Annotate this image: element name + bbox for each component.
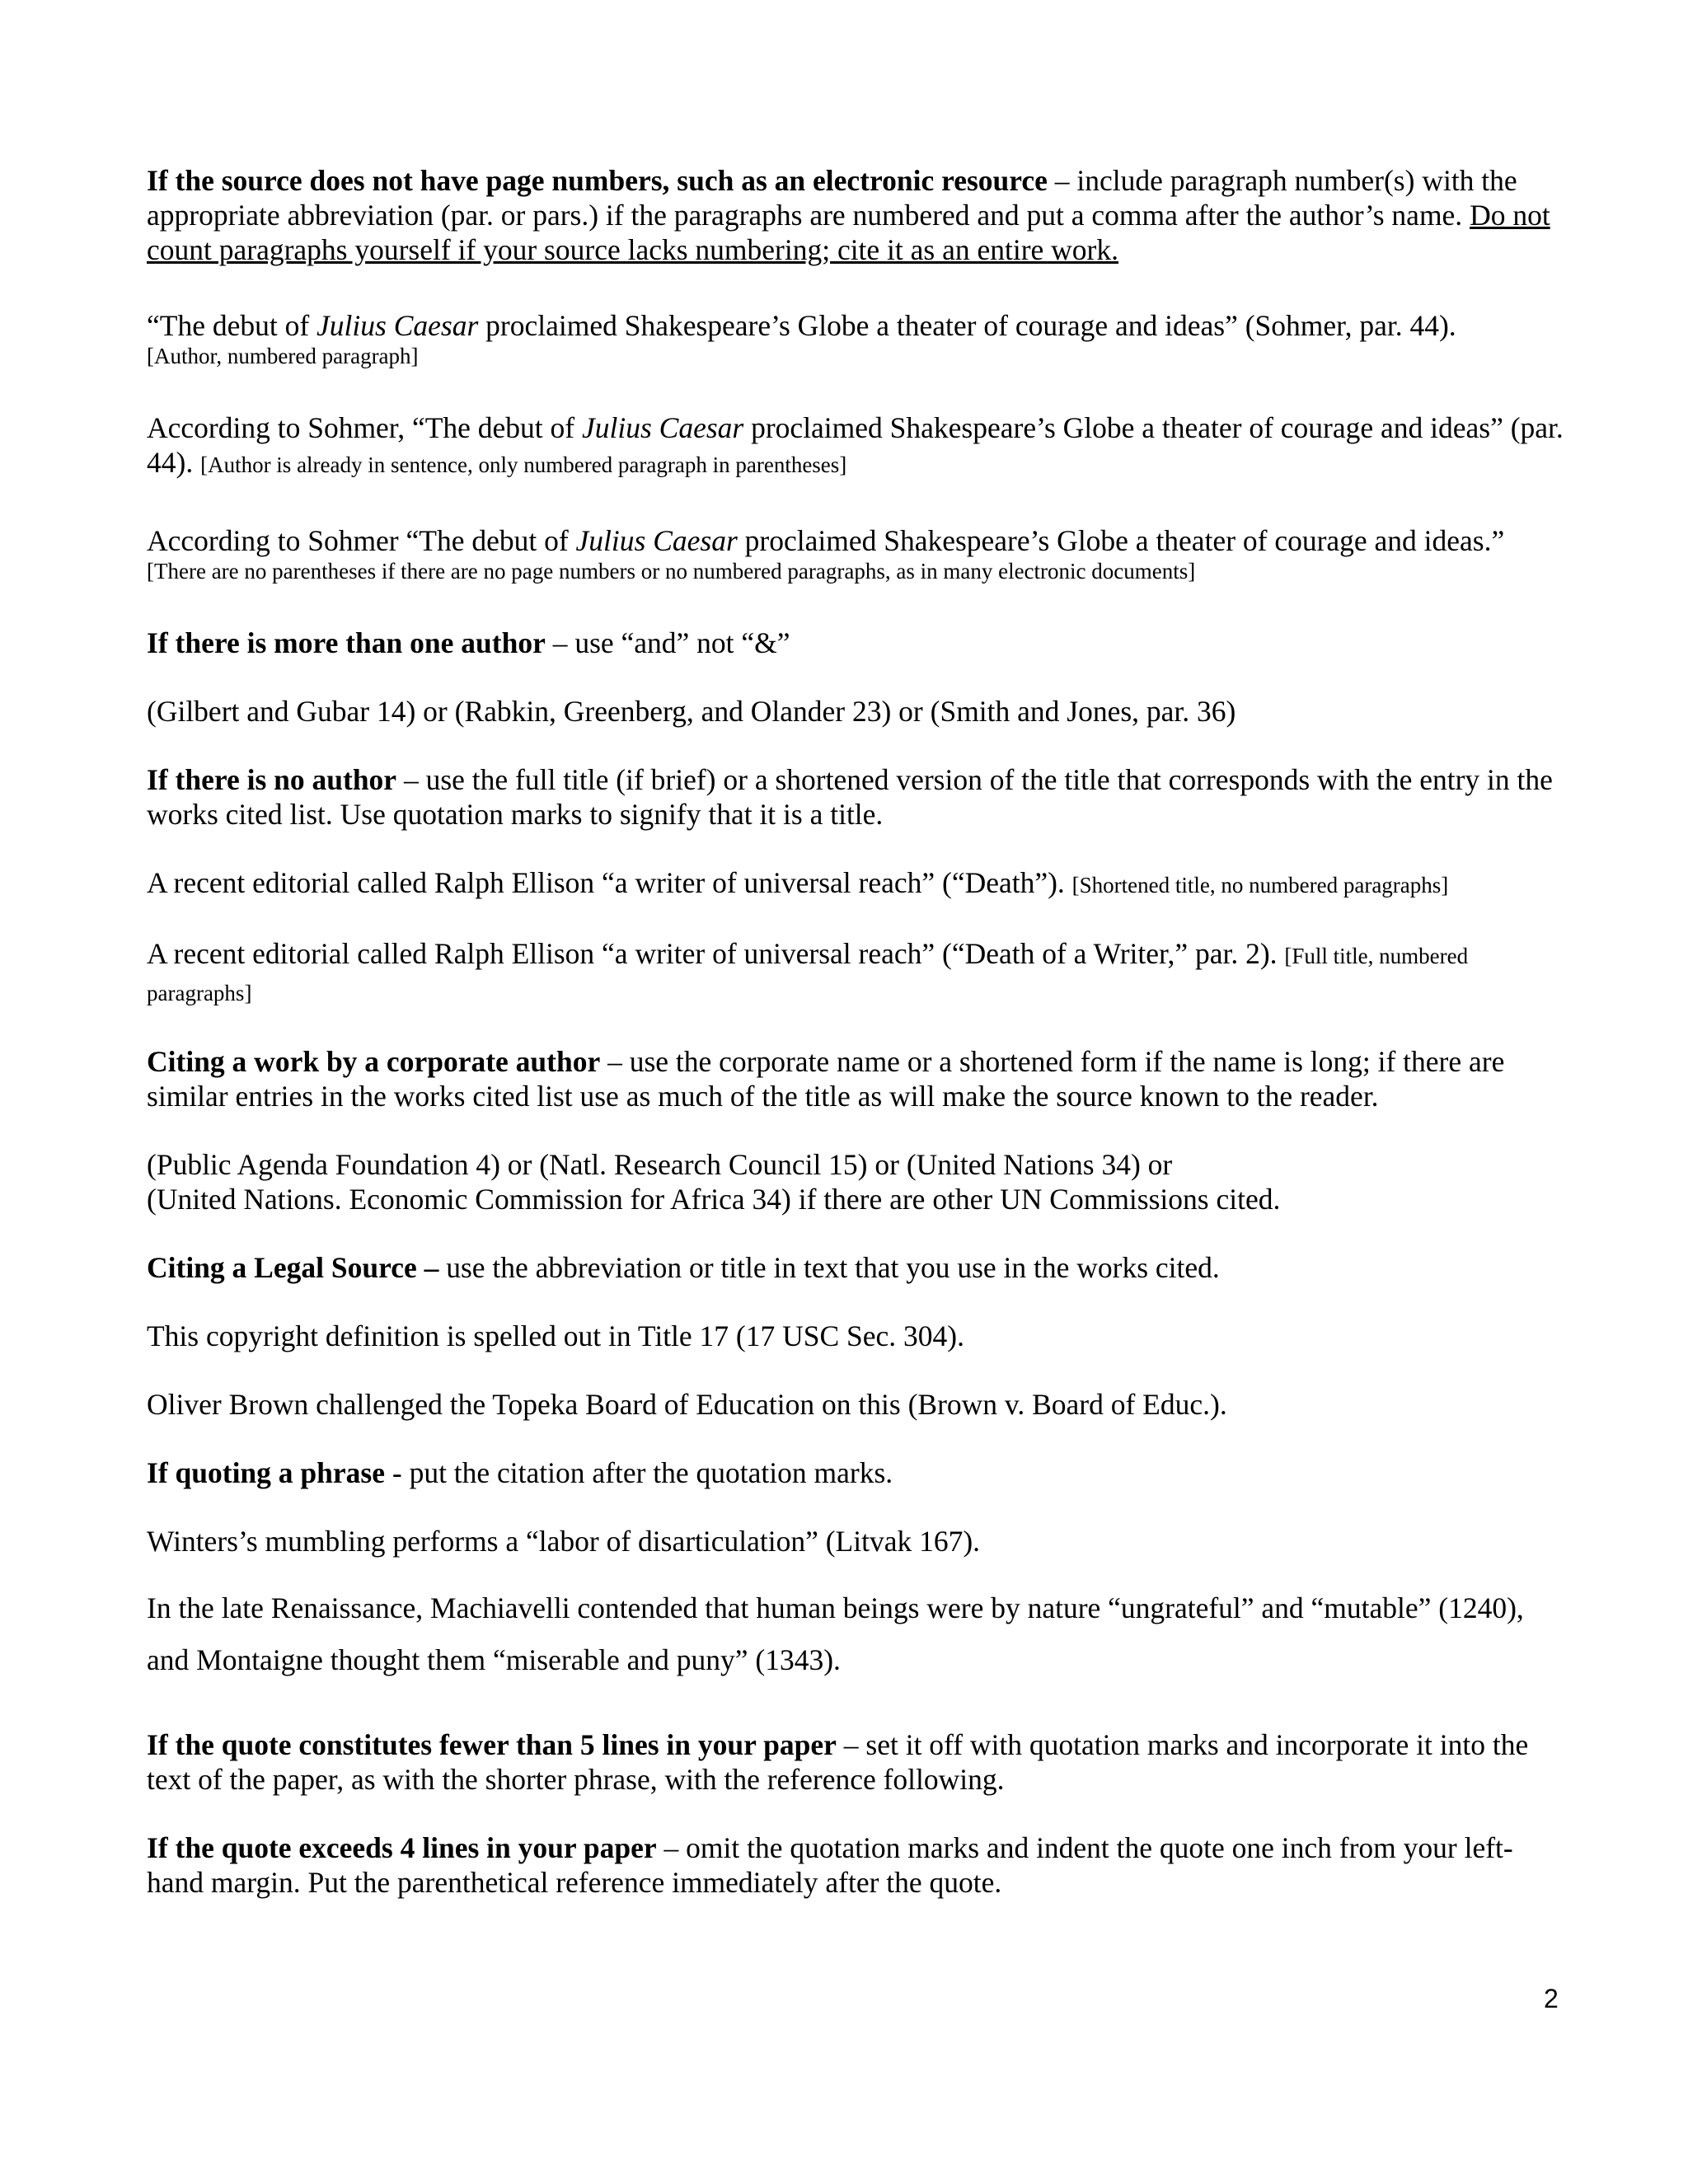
example-note: [Author, numbered paragraph]	[147, 344, 419, 368]
example-text: A recent editorial called Ralph Ellison “a writer of universal reach” (“Death of a Writer,” par. 2).	[147, 937, 1285, 970]
no-author-example-full	[147, 936, 1564, 1010]
legal-example-1: This copyright definition is spelled out in Title 17 (17 USC Sec. 304).	[147, 1319, 965, 1352]
rule-text: – use “and” not “&”	[545, 626, 790, 659]
exceeds-lines-rule	[147, 1830, 1564, 1900]
example-text: “The debut of	[147, 309, 317, 342]
rule-heading: Citing a work by a corporate author	[147, 1045, 601, 1078]
example-author-in-sentence	[147, 410, 1564, 482]
rule-text: - put the citation after the quotation marks.	[385, 1456, 893, 1489]
rule-heading: If the quote constitutes fewer than 5 lines in your paper	[147, 1728, 837, 1761]
rule-text: – include paragraph number(s) with the appropriate abbreviation (par. or pars.) if the paragraphs are numbered and put a comma after the author’s name.	[147, 164, 1517, 232]
corporate-example-line-2: (United Nations. Economic Commission for Africa 34) if there are other UN Commissions cited.	[147, 1183, 1281, 1216]
corporate-example-line-1: (Public Agenda Foundation 4) or (Natl. Research Council 15) or (United Nations 34) or	[147, 1148, 1173, 1181]
example-no-parentheses	[147, 523, 1564, 558]
example-note: [There are no parentheses if there are no page numbers or no numbered paragraphs, as in many electronic documents]	[147, 559, 1196, 583]
example-note: [Full title, numbered paragraphs]	[147, 944, 1469, 1005]
italic-title: Julius Caesar	[575, 524, 738, 557]
example-text: According to Sohmer “The debut of	[147, 524, 576, 557]
phrase-example-2: In the late Renaissance, Machiavelli contended that human beings were by nature “ungrateful” and “mutable” (1240), and Montaigne thought them “miserable and puny” (1343).	[147, 1591, 1524, 1676]
example-author-paragraph	[147, 308, 1564, 343]
example-text: proclaimed Shakespeare’s Globe a theater of courage and ideas” (Sohmer, par. 44).	[478, 309, 1456, 342]
rule-heading: If there is no author	[147, 763, 397, 796]
rule-heading: If quoting a phrase	[147, 1456, 385, 1489]
italic-title: Julius Caesar	[581, 411, 744, 444]
example-text: proclaimed Shakespeare’s Globe a theater of courage and ideas” (par. 44).	[147, 411, 1564, 479]
rule-text: – use the corporate name or a shortened form if the name is long; if there are similar entries in the works cited list use as much of the title as will make the source known to the reader.	[147, 1045, 1505, 1113]
underlined-warning: Do not count paragraphs yourself if your source lacks numbering; cite it as an entire work.	[147, 199, 1550, 266]
rule-text: – omit the quotation marks and indent the quote one inch from your left-hand margin. Put the parenthetical reference immediately after the quote.	[147, 1831, 1513, 1899]
example-note: [Author is already in sentence, only numbered paragraph in parentheses]	[200, 452, 847, 477]
rule-heading: If the quote exceeds 4 lines in your paper	[147, 1831, 657, 1864]
rule-text: – set it off with quotation marks and incorporate it into the text of the paper, as with the shorter phrase, with the reference following.	[147, 1728, 1529, 1796]
rule-heading: If the source does not have page numbers, such as an electronic resource	[147, 164, 1048, 197]
rule-heading: Citing a Legal Source –	[147, 1251, 439, 1284]
fewer-lines-rule	[147, 1727, 1564, 1797]
example-text: proclaimed Shakespeare’s Globe a theater of courage and ideas.”	[737, 524, 1505, 557]
example-text: According to Sohmer, “The debut of	[147, 411, 582, 444]
no-author-example-short	[147, 865, 1564, 902]
no-page-numbers-rule	[147, 163, 1564, 267]
page-body	[147, 163, 1564, 1900]
legal-example-2: Oliver Brown challenged the Topeka Board of Education on this (Brown v. Board of Educ.).	[147, 1388, 1227, 1421]
rule-text: use the abbreviation or title in text that you use in the works cited.	[438, 1251, 1220, 1284]
multi-author-example: (Gilbert and Gubar 14) or (Rabkin, Greenberg, and Olander 23) or (Smith and Jones, par. 36)	[147, 695, 1236, 728]
italic-title: Julius Caesar	[316, 309, 479, 342]
example-text: A recent editorial called Ralph Ellison “a writer of universal reach” (“Death”).	[147, 866, 1072, 899]
phrase-example-1: Winters’s mumbling performs a “labor of disarticulation” (Litvak 167).	[147, 1525, 981, 1558]
rule-heading: If there is more than one author	[147, 626, 546, 659]
example-note: [Shortened title, no numbered paragraphs]	[1071, 873, 1449, 898]
quoting-phrase-rule	[147, 1455, 1564, 1490]
rule-text: – use the full title (if brief) or a shortened version of the title that corresponds with the entry in the works cited list. Use quotation marks to signify that it is a title.	[147, 763, 1553, 831]
no-author-rule	[147, 762, 1564, 832]
multi-author-rule	[147, 626, 1564, 660]
page-number: 2	[1544, 1984, 1559, 2013]
legal-source-rule	[147, 1250, 1564, 1285]
corporate-author-rule	[147, 1044, 1564, 1113]
